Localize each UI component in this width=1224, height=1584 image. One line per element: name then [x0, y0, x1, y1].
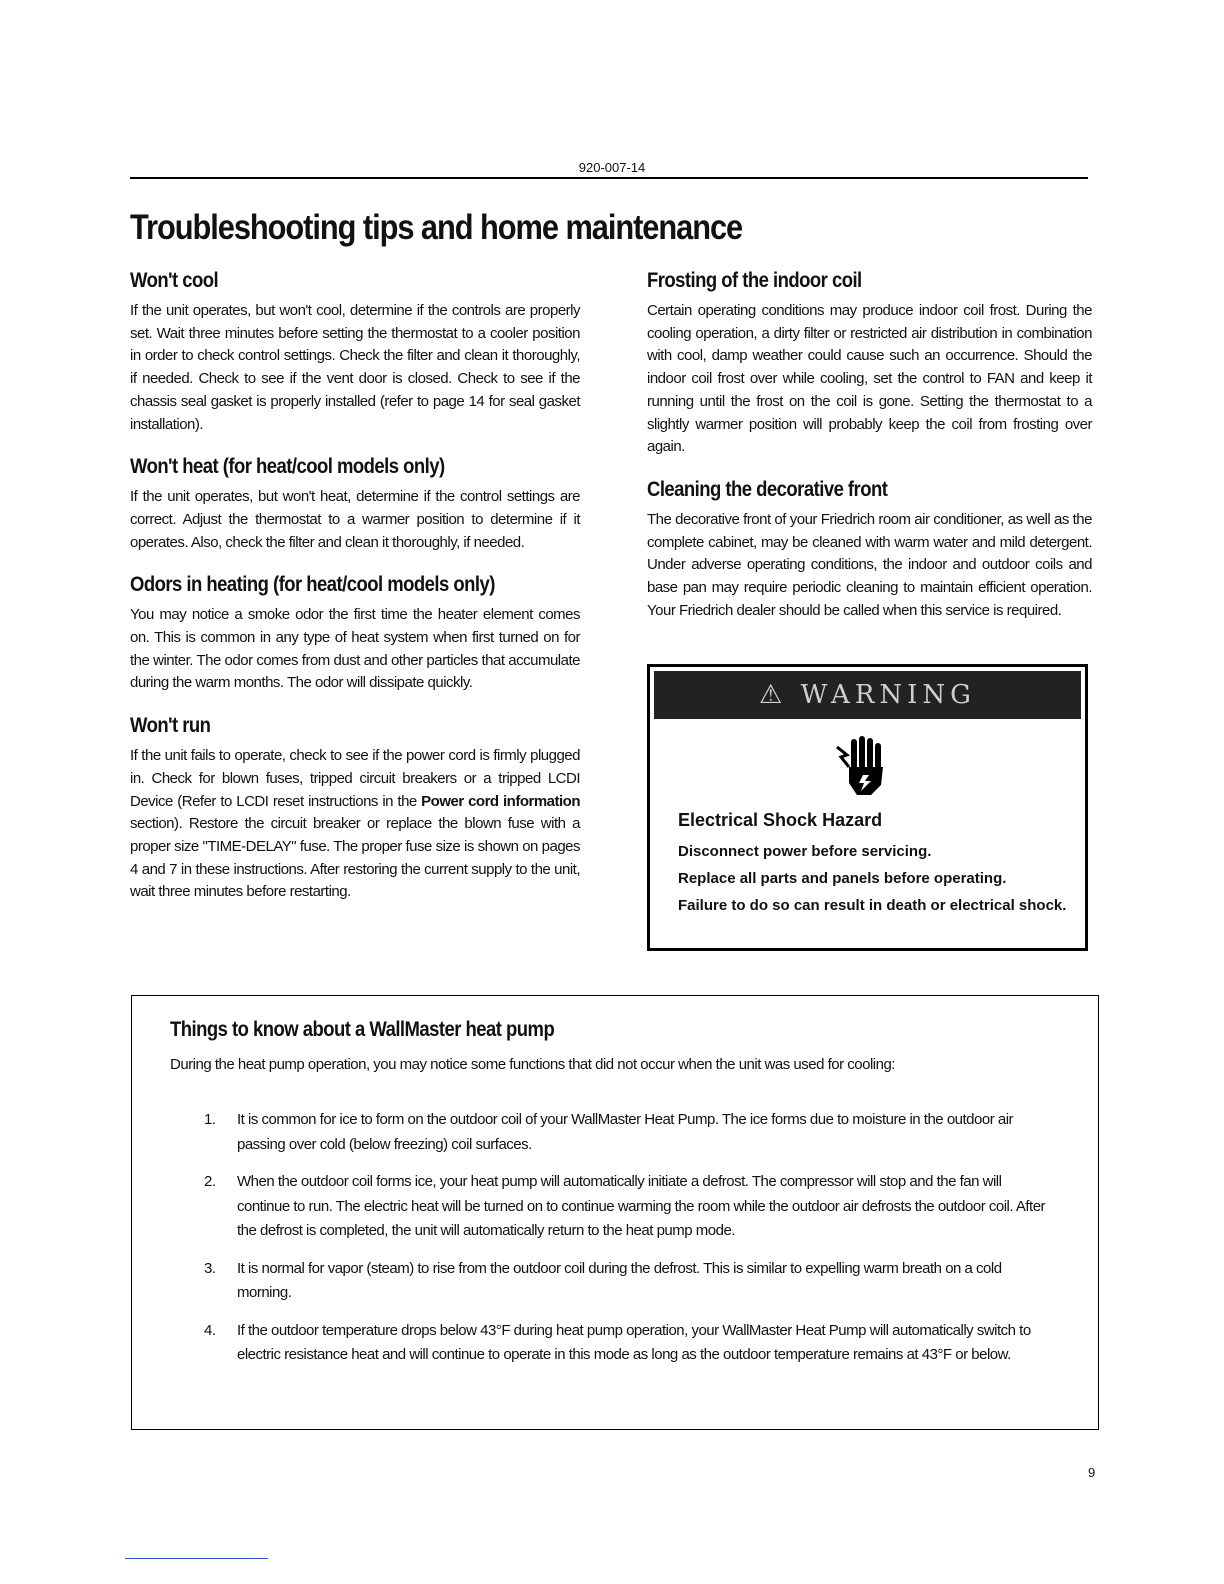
document-number: 920-007-14: [578, 160, 646, 175]
section-frosting-indoor-coil: [647, 268, 1092, 459]
item-text: If the outdoor temperature drops below 43°F during heat pump operation, your WallMaster Heat Pump will automatically switch to electric resistance heat and will continue to operate in this mode as long as the outdoor temperature remains at 43°F or below.: [237, 1321, 1031, 1363]
section-heading: Won't cool: [130, 269, 219, 292]
right-column: [647, 268, 1092, 640]
warning-title: Electrical Shock Hazard: [678, 810, 883, 830]
section-heading: Odors in heating (for heat/cool models only): [130, 573, 495, 597]
section-body: [130, 745, 580, 904]
heat-pump-list: [192, 1108, 1052, 1381]
section-wont-heat: [130, 454, 580, 554]
warning-banner: ⚠ WARNING: [654, 671, 1081, 719]
item-text: It is normal for vapor (steam) to rise from the outdoor coil during the defrost. This is similar to expelling warm breath on a cold morning.: [237, 1259, 1002, 1301]
bottom-rule: [125, 1558, 268, 1559]
power-cord-info-reference: Power cord information: [421, 792, 580, 810]
section-body: You may notice a smoke odor the first time the heater element comes on. This is common in any type of heat system when first turned on for the winter. The odor comes from dust and other particles that accumulate during the warm months. The odor will dissipate quickly.: [130, 606, 580, 692]
section-cleaning-front: [647, 477, 1092, 623]
section-heading: Frosting of the indoor coil: [647, 269, 862, 292]
body-text: If the unit fails to operate, check to see if the power cord is firmly plugged in. Check for blown fuses, tripped circuit breakers or a tripped LCDI Device (Refer to LCDI reset instructions in the: [130, 747, 580, 810]
page-number: 9: [1088, 1465, 1096, 1480]
heat-pump-box: [131, 995, 1099, 1430]
section-body: Certain operating conditions may produce indoor coil frost. During the cooling operation, a dirty filter or restricted air distribution in combination with cool, damp weather could cause such an occurrence. Should the indoor coil frost over while cooling, set the control to FAN and keep it running until the frost on the coil is gone. Setting the thermostat to a slightly warmer position will probably keep the coil from frosting over again.: [647, 302, 1092, 456]
list-item: [192, 1319, 1052, 1368]
item-number: 4.: [204, 1321, 216, 1339]
header-rule: [130, 177, 1088, 179]
warning-line-failure: Failure to do so can result in death or electrical shock.: [678, 897, 1067, 914]
section-body: If the unit operates, but won't cool, determine if the controls are properly set. Wait three minutes before setting the thermostat to a cooler position in order to check control settings. Check the filter and clean it thoroughly, if needed. Check to see if the vent door is closed. Check to see if the chassis seal gasket is properly installed (refer to page 14 for seal gasket installation).: [130, 302, 580, 433]
item-number: 3.: [204, 1259, 216, 1277]
section-wont-cool: [130, 268, 580, 436]
item-text: When the outdoor coil forms ice, your heat pump will automatically initiate a defrost. The compressor will stop and the fan will continue to run. The electric heat will be turned on to continue warming the room while the outdoor air defrosts the outdoor coil. After the defrost is completed, the unit will automatically return to the heat pump mode.: [237, 1173, 1046, 1239]
heat-pump-heading: Things to know about a WallMaster heat pump: [170, 1018, 555, 1041]
section-heading: Cleaning the decorative front: [647, 477, 888, 501]
body-text: section). Restore the circuit breaker or replace the blown fuse with a proper size "TIME-DELAY" fuse. The proper fuse size is shown on pages 4 and 7 in these instructions. After restoring the current supply to the unit, wait three minutes before restarting.: [130, 815, 580, 901]
section-heading: Won't heat (for heat/cool models only): [130, 455, 445, 479]
section-odors-in-heating: [130, 572, 580, 695]
left-column: [130, 268, 580, 922]
section-wont-run: [130, 713, 580, 904]
warning-box: [647, 664, 1088, 951]
warning-line-replace: Replace all parts and panels before operating.: [678, 870, 1007, 887]
warning-line-disconnect: Disconnect power before servicing.: [678, 843, 932, 860]
section-heading: Won't run: [130, 714, 211, 738]
item-text: It is common for ice to form on the outdoor coil of your WallMaster Heat Pump. The ice forms due to moisture in the outdoor air passing over cold (below freezing) coil surfaces.: [237, 1111, 1014, 1153]
page-title: Troubleshooting tips and home maintenance: [130, 208, 743, 247]
list-item: [192, 1108, 1052, 1157]
list-item: [192, 1170, 1052, 1244]
item-number: 1.: [204, 1111, 216, 1128]
electrical-shock-hand-icon: [835, 735, 893, 797]
section-body: If the unit operates, but won't heat, determine if the control settings are correct. Adjust the thermostat to a warmer position to determine if it operates. Also, check the filter and clean it thoroughly, if needed.: [130, 488, 580, 551]
item-number: 2.: [204, 1173, 216, 1190]
section-body: The decorative front of your Friedrich room air conditioner, as well as the complete cabinet, may be cleaned with warm water and mild detergent. Under adverse operating conditions, the indoor and outdoor coils and base pan may require periodic cleaning to maintain efficient operation. Your Friedrich dealer should be called when this service is required.: [647, 510, 1092, 619]
list-item: [192, 1257, 1052, 1306]
heat-pump-intro: During the heat pump operation, you may notice some functions that did not occur when the unit was used for cooling:: [170, 1056, 895, 1073]
